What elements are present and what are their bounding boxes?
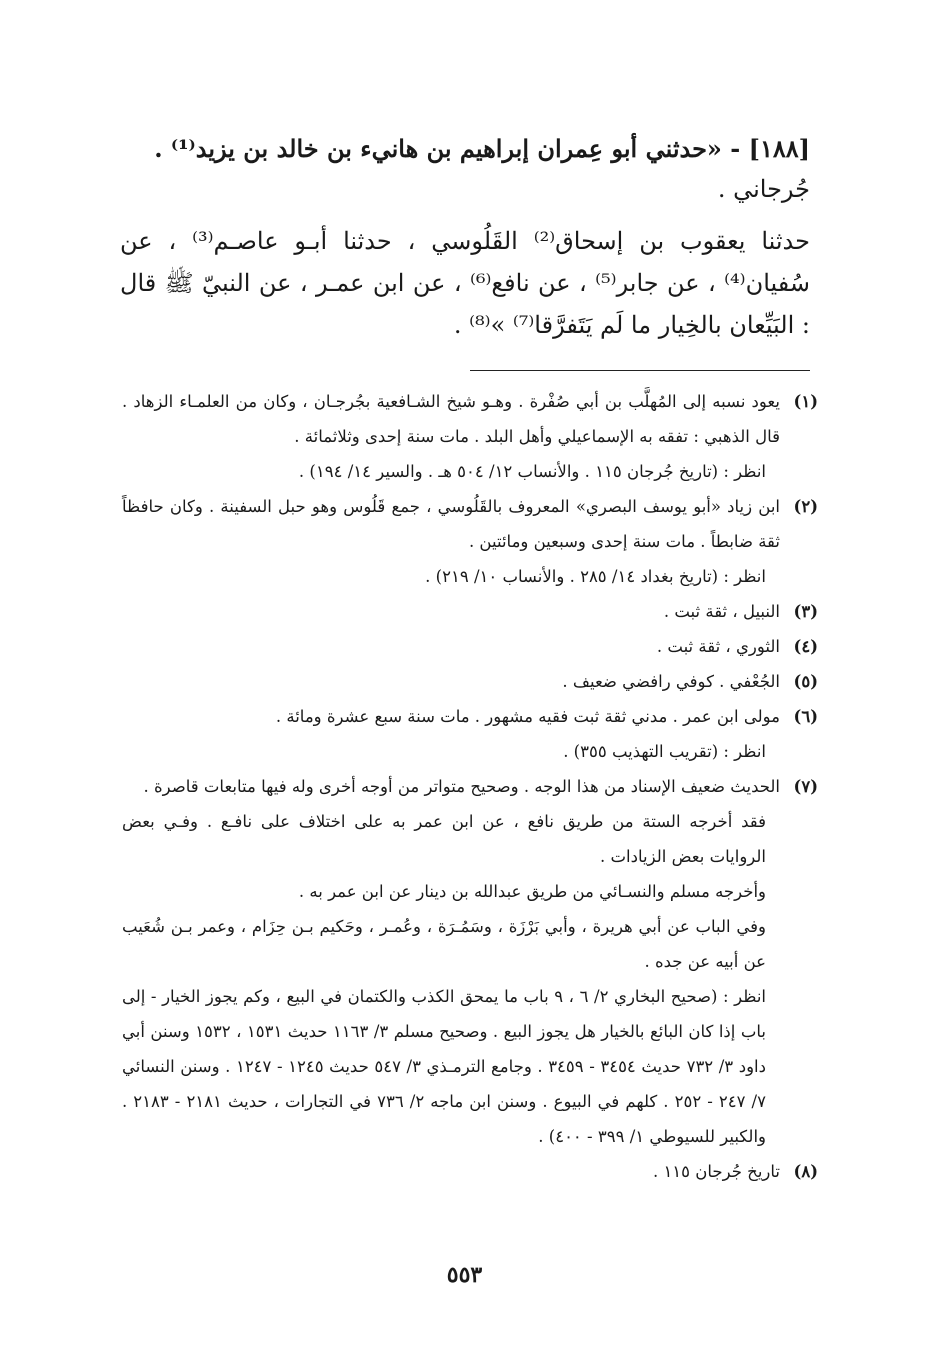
footnote-text: الجُعْفي . كوفي رافضي ضعيف . [562, 672, 780, 691]
footnote-text: الثوري ، ثقة ثبت . [656, 637, 780, 656]
footnote-reference: انظر : (صحيح البخاري ٢/ ٦ ، ٩ باب ما يمحق الكذب والكتمان في البيع ، وكم يجوز الخيار - إلى باب إذا كان البائع بالخيار هل يجوز البيع . وصحيح مسلم ٣/ ١١٦٣ حديث ١٥٣١ ، ١٥٣٢ وسنن أبي داود ٣/ ٧٣٢ حديث ٣٤٥٤ - ٣٤٥٩ . وجامع الترمـذي ٣/ ٥٤٧ حديث ١٢٤٥ - ١٢٤٧ . وسنن النسائي ٧/ ٢٤٧ - ٢٥٢ . كلهم في البيوع . وسنن ابن ماجه ٢/ ٧٣٦ في التجارات ، حديث ٢١٨١ - ٢١٨٣ . والكبير للسيوطي ١/ ٣٩٩ - ٤٠٠) . [122, 987, 766, 1146]
footnote-number: (٨) [793, 1162, 818, 1181]
footnote-3 [122, 594, 818, 629]
footnote-reference: انظر : (تاريخ بغداد ١٤/ ٢٨٥ . والأنساب ١٠/ ٢١٩) . [425, 567, 766, 586]
narrator-origin-line: جُرجاني . [717, 175, 810, 203]
footnote-reference: انظر : (تاريخ جُرجان ١١٥ . والأنساب ١٢/ ٥٠٤ هـ . والسير ١٤/ ١٩٤) . [298, 462, 766, 481]
footnote-number: (٧) [793, 777, 818, 796]
footnote-number: (١) [793, 392, 818, 411]
footnote-1 [122, 384, 818, 489]
footnote-7 [122, 769, 818, 1154]
footnote-paragraph: وفي الباب عن أبي هريرة ، وأبي بَرْزَة ، وسَمُـرَة ، وعُمـر ، وحَكيم بـن حِزَام ، وعمر بـن شُعَيب عن أبيه عن جده . [122, 917, 766, 971]
footnote-text: النبيل ، ثقة ثبت . [663, 602, 780, 621]
footnote-5 [122, 664, 818, 699]
footnote-number: (٤) [793, 637, 818, 656]
hadith-body: حدثنا يعقوب بن إسحاق⁽²⁾ القَلُوسي ، حدثنا أبـو عاصـم⁽³⁾ ، عن سُفيان⁽⁴⁾ ، عن جابر⁽⁵⁾ ، عن نافع⁽⁶⁾ ، عن ابن عمـر ، عن النبيّ ﷺ قال : البَيِّعان بالخِيار ما لَم يَتَفرَّقا⁽⁷⁾ »⁽⁸⁾ . [120, 227, 810, 339]
footnote-text: مولى ابن عمر . مدني ثقة ثبت فقيه مشهور . مات سنة سبع عشرة ومائة . [275, 707, 780, 726]
hadith-heading: [١٨٨] - «حدثني أبو عِمران إبراهيم بن هانيء بن خالد بن يزيد⁽¹⁾ . [154, 134, 810, 163]
footnote-number: (٦) [793, 707, 818, 726]
footnote-paragraph: وأخرجه مسلم والنسـائي من طريق عبدالله بن دينار عن ابن عمر به . [298, 882, 766, 901]
footnote-8 [122, 1154, 818, 1189]
footnote-6 [122, 699, 818, 769]
footnote-text: يعود نسبه إلى المُهلَّب بن أبي صُفْرة . وهـو شيخ الشـافعية بجُرجـان ، وكان من العلمـاء الزهاد . قال الذهبي : تفقه به الإسماعيلي وأهل البلد . مات سنة إحدى وثلاثمائة . [122, 392, 780, 446]
footnote-text: الحديث ضعيف الإسناد من هذا الوجه . وصحيح متواتر من أوجه أخرى وله فيها متابعات قاصرة . [143, 777, 780, 796]
footnote-text: ابن زياد «أبو يوسف البصري» المعروف بالقَلُوسي ، جمع قَلُوس وهو حبل السفينة . وكان حافظاً ثقة ضابطاً . مات سنة إحدى وسبعين ومائتين . [122, 497, 780, 551]
footnote-paragraph: فقد أخرجه الستة من طريق نافع ، عن ابن عمر به على اختلاف على نافـع . وفـي بعض الروايات بعض الزيادات . [122, 812, 766, 866]
footnote-number: (٥) [793, 672, 818, 691]
page-number: ٥٥٣ [446, 1262, 483, 1288]
footnote-number: (٢) [793, 497, 818, 516]
main-text [120, 128, 810, 346]
footnotes [122, 384, 818, 1189]
footnote-text: تاريخ جُرجان ١١٥ . [652, 1162, 780, 1181]
footnote-reference: انظر : (تقريب التهذيب ٣٥٥) . [563, 742, 766, 761]
footnote-number: (٣) [793, 602, 818, 621]
footnote-2 [122, 489, 818, 594]
footnote-separator [470, 370, 810, 371]
footnote-4 [122, 629, 818, 664]
